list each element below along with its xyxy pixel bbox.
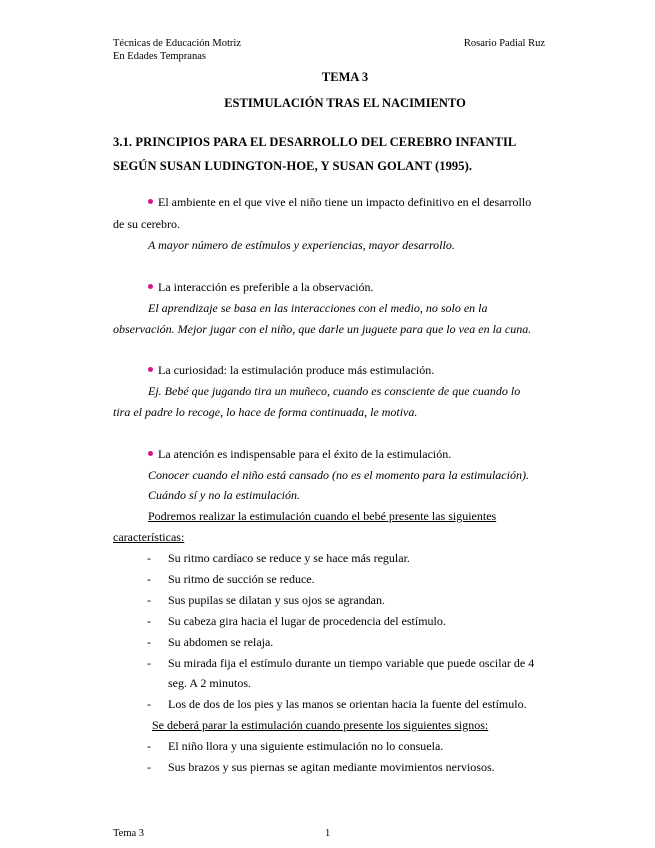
- principle-2-text: La interacción es preferible a la observación.: [158, 280, 374, 294]
- principle-3-note-line2: tira el padre lo recoge, lo hace de forma continuada, le motiva.: [113, 405, 418, 419]
- principle-3-note-line1: Ej. Bebé que jugando tira un muñeco, cuando es consciente de que cuando lo: [148, 384, 521, 398]
- header-left: [113, 37, 241, 63]
- header-course-line2: En Edades Tempranas: [113, 51, 206, 62]
- principle-4-note-line1: Conocer cuando el niño está cansado (no es el momento para la estimulación).: [148, 468, 529, 482]
- principle-2-note-line1: El aprendizaje se basa en las interacciones con el medio, no solo en la: [148, 301, 488, 315]
- realize-heading-line1: Podremos realizar la estimulación cuando el bebé presente las siguientes: [148, 509, 497, 523]
- principle-1-text-cont: de su cerebro.: [113, 217, 180, 231]
- bullet-icon: [148, 451, 153, 456]
- header-author: Rosario Padial Ruz: [463, 38, 545, 49]
- principle-4-note-line2: Cuándo sí y no la estimulación.: [148, 488, 300, 502]
- dash-marker: -: [147, 635, 151, 649]
- footer-chapter: Tema 3: [113, 828, 145, 839]
- principle-3-text: La curiosidad: la estimulación produce más estimulación.: [158, 363, 435, 377]
- realize-item-3: Sus pupilas se dilatan y sus ojos se agrandan.: [168, 593, 385, 607]
- bullet-icon: [148, 367, 153, 372]
- realize-heading-line2: características:: [113, 530, 185, 544]
- bullet-icon: [148, 199, 153, 204]
- realize-item-6-cont: seg. A 2 minutos.: [168, 676, 252, 690]
- section-heading-line2: SEGÚN SUSAN LUDINGTON-HOE, Y SUSAN GOLANT (1995).: [113, 159, 473, 173]
- principle-1-note: A mayor número de estímulos y experiencias, mayor desarrollo.: [148, 238, 455, 252]
- realize-item-2: Su ritmo de succión se reduce.: [168, 572, 315, 586]
- section-heading-line1: 3.1. PRINCIPIOS PARA EL DESARROLLO DEL CEREBRO INFANTIL: [113, 135, 517, 149]
- realize-item-7: Los de dos de los pies y las manos se orientan hacia la fuente del estímulo.: [168, 697, 527, 711]
- stop-item-2: Sus brazos y sus piernas se agitan mediante movimientos nerviosos.: [168, 760, 495, 774]
- principle-4-text: La atención es indispensable para el éxito de la estimulación.: [158, 447, 452, 461]
- page-subtitle: ESTIMULACIÓN TRAS EL NACIMIENTO: [224, 96, 466, 110]
- footer-page-number: 1: [325, 828, 331, 839]
- realize-item-6: Su mirada fija el estímulo durante un tiempo variable que puede oscilar de 4: [168, 656, 535, 670]
- realize-item-1: Su ritmo cardíaco se reduce y se hace más regular.: [168, 551, 410, 565]
- dash-marker: -: [147, 572, 151, 586]
- dash-marker: -: [147, 614, 151, 628]
- dash-marker: -: [147, 697, 151, 711]
- stop-heading: Se deberá parar la estimulación cuando presente los siguientes signos:: [152, 718, 489, 732]
- principle-4: [148, 447, 451, 462]
- realize-item-4: Su cabeza gira hacia el lugar de procedencia del estímulo.: [168, 614, 446, 628]
- realize-item-5: Su abdomen se relaja.: [168, 635, 274, 649]
- principle-3: [148, 363, 434, 378]
- page-title: TEMA 3: [321, 70, 369, 84]
- dash-marker: -: [147, 593, 151, 607]
- dash-marker: -: [147, 739, 151, 753]
- bullet-icon: [148, 284, 153, 289]
- principle-2: [148, 280, 374, 295]
- header-course-line1: Técnicas de Educación Motriz: [113, 38, 241, 49]
- dash-marker: -: [147, 551, 151, 565]
- principle-1-text: El ambiente en el que vive el niño tiene un impacto definitivo en el desarrollo: [158, 195, 532, 209]
- stop-item-1: El niño llora y una siguiente estimulación no lo consuela.: [168, 739, 444, 753]
- dash-marker: -: [147, 760, 151, 774]
- principle-1: [148, 195, 531, 210]
- principle-2-note-line2: observación. Mejor jugar con el niño, que darle un juguete para que lo vea en la cuna.: [113, 322, 532, 336]
- dash-marker: -: [147, 656, 151, 670]
